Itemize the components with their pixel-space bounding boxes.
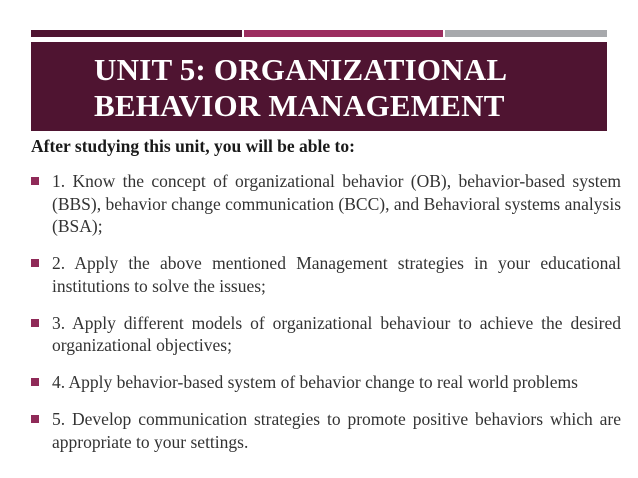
list-item	[31, 252, 621, 297]
decorative-top-bars	[31, 30, 607, 38]
slide-title-line-2: BEHAVIOR MANAGEMENT	[94, 88, 505, 123]
list-item	[31, 408, 621, 453]
square-bullet-icon	[31, 259, 39, 267]
slide-title-line-1: UNIT 5: ORGANIZATIONAL	[94, 52, 508, 87]
square-bullet-icon	[31, 319, 39, 327]
objective-text: 1. Know the concept of organizational behavior (OB), behavior-based system (BBS), behavior change communication (BCC), and Behavioral systems analysis (BSA);	[52, 171, 621, 236]
top-bar-accent	[244, 30, 443, 37]
objective-text: 3. Apply different models of organizational behaviour to achieve the desired organizational objectives;	[52, 312, 621, 355]
top-bar-dark	[31, 30, 242, 37]
slide-title	[94, 52, 594, 124]
list-item	[31, 170, 621, 238]
square-bullet-icon	[31, 378, 39, 386]
square-bullet-icon	[31, 415, 39, 423]
intro-text: After studying this unit, you will be able to:	[31, 136, 355, 156]
list-item	[31, 371, 621, 394]
objective-text: 2. Apply the above mentioned Management strategies in your educational institutions to solve the issues;	[52, 253, 621, 296]
top-bar-grey	[445, 30, 607, 37]
objective-text: 5. Develop communication strategies to promote positive behaviors which are appropriate to your settings.	[52, 409, 621, 452]
objective-text: 4. Apply behavior-based system of behavior change to real world problems	[52, 372, 578, 392]
list-item	[31, 312, 621, 357]
objectives-list	[31, 170, 621, 468]
square-bullet-icon	[31, 177, 39, 185]
